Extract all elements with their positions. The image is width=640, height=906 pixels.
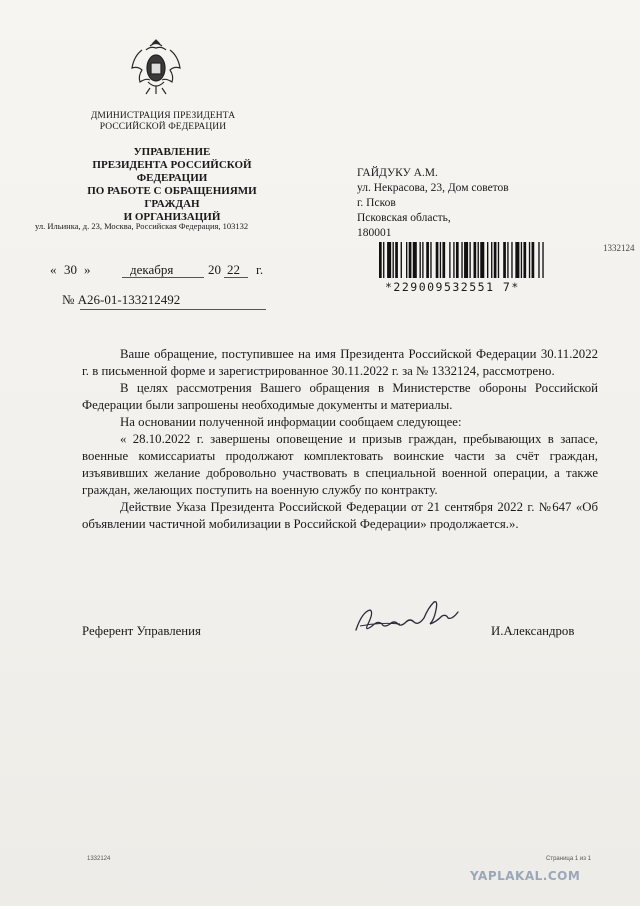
addressee-street: ул. Некрасова, 23, Дом советов bbox=[357, 182, 509, 194]
signer-position: Референт Управления bbox=[82, 624, 201, 638]
date-day: 30 bbox=[64, 262, 77, 277]
barcode-bar bbox=[406, 242, 407, 278]
body-paragraph-3: На основании полученной информации сообщаем следующее: bbox=[120, 415, 462, 429]
barcode-bar bbox=[436, 242, 439, 278]
barcode-bar bbox=[401, 242, 402, 278]
barcode-bar bbox=[456, 242, 459, 278]
barcode-bar bbox=[494, 242, 497, 278]
body-paragraph-1: Ваше обращение, поступившее на имя Президента Российской Федерации 30.11.2022 г. в письменной форме и зарегистрированное 30.11.2022 г. за № 1332124, рассмотрено. bbox=[82, 347, 598, 378]
addressee-name: ГАЙДУКУ А.М. bbox=[357, 167, 438, 179]
barcode-bar bbox=[478, 242, 479, 278]
barcode-bar bbox=[383, 242, 384, 278]
addressee-block bbox=[357, 166, 509, 241]
barcode-bar bbox=[430, 242, 431, 278]
sender-address: ул. Ильинка, д. 23, Москва, Российская Федерация, 103132 bbox=[35, 221, 249, 231]
barcode-bar bbox=[395, 242, 398, 278]
date-year: 22 bbox=[227, 262, 240, 277]
administration-line-2: РОССИЙСКОЙ ФЕДЕРАЦИИ bbox=[99, 122, 227, 132]
barcode-number: *229009532551 7* bbox=[385, 280, 520, 294]
footer-registration-number: 1332124 bbox=[87, 856, 111, 862]
barcode-bar bbox=[426, 242, 429, 278]
barcode-bar bbox=[413, 242, 417, 278]
barcode-bar bbox=[532, 242, 535, 278]
watermark: YAPLAKAL.COM bbox=[470, 869, 581, 883]
department-line-4: И ОРГАНИЗАЦИЙ bbox=[123, 211, 221, 223]
barcode-bar bbox=[491, 242, 492, 278]
doc-number-underline bbox=[80, 309, 266, 310]
signer-name: И.Александров bbox=[491, 624, 575, 638]
administration-line-1: ДМИНИСТРАЦИЯ ПРЕЗИДЕНТА bbox=[90, 111, 236, 121]
registration-number-side: 1332124 bbox=[603, 243, 635, 253]
body-paragraph-4: « 28.10.2022 г. завершены оповещение и призыв граждан, пребывающих в запасе, военные комиссариаты продолжают комплектовать воинские части за счёт граждан, изъявивших желание добровольно участвовать в специальной военной операции, а также граждан, желающих поступить на военную службу по контракту. bbox=[82, 432, 598, 497]
department-line-2: ПРЕЗИДЕНТА РОССИЙСКОЙ ФЕДЕРАЦИИ bbox=[92, 159, 252, 184]
footer-page-number: Страница 1 из 1 bbox=[546, 856, 591, 862]
date-open-quote: « bbox=[50, 262, 57, 277]
document-number: № А26-01-133212492 bbox=[62, 292, 180, 308]
date-close-quote: » bbox=[84, 262, 91, 277]
barcode-bar bbox=[498, 242, 499, 278]
barcode-bar bbox=[521, 242, 522, 278]
barcode-bar bbox=[393, 242, 394, 278]
barcode-bar bbox=[503, 242, 506, 278]
barcode-bar bbox=[420, 242, 421, 278]
barcode-bar bbox=[387, 242, 391, 278]
addressee-postcode: 180001 bbox=[357, 227, 392, 239]
body-paragraph-5: Действие Указа Президента Российской Федерации от 21 сентября 2022 г. №647 «Об объявлении частичной мобилизации в Российской Федерации» продолжается.». bbox=[82, 500, 598, 531]
barcode-bar bbox=[461, 242, 462, 278]
barcode-bar bbox=[464, 242, 468, 278]
barcode-bar bbox=[480, 242, 484, 278]
barcode-bar bbox=[511, 242, 512, 278]
barcode-bar bbox=[409, 242, 412, 278]
barcode-bar bbox=[529, 242, 530, 278]
addressee-region: Псковская область, bbox=[357, 212, 451, 224]
barcode bbox=[377, 242, 595, 278]
barcode-bar bbox=[440, 242, 441, 278]
barcode-bar bbox=[449, 242, 450, 278]
department-line-1: УПРАВЛЕНИЕ bbox=[133, 146, 211, 158]
handwritten-signature bbox=[350, 596, 470, 642]
barcode-bar bbox=[507, 242, 508, 278]
barcode-bar bbox=[379, 242, 382, 278]
administration-title bbox=[88, 111, 238, 133]
barcode-bar bbox=[487, 242, 488, 278]
barcode-bar bbox=[515, 242, 519, 278]
coat-of-arms-icon bbox=[128, 36, 184, 98]
barcode-bar bbox=[422, 242, 423, 278]
body-paragraph-2: В целях рассмотрения Вашего обращения в Министерстве обороны Российской Федерации были запрошены необходимые документы и материалы. bbox=[82, 381, 598, 412]
date-month: декабря bbox=[130, 262, 174, 277]
barcode-bar bbox=[453, 242, 454, 278]
barcode-bar bbox=[523, 242, 526, 278]
department-title bbox=[62, 146, 282, 224]
barcode-bar bbox=[474, 242, 477, 278]
department-line-3: ПО РАБОТЕ С ОБРАЩЕНИЯМИ ГРАЖДАН bbox=[87, 185, 257, 210]
barcode-bar bbox=[538, 242, 539, 278]
addressee-city: г. Псков bbox=[357, 197, 396, 209]
date-year-prefix: 20 bbox=[208, 262, 221, 277]
date-suffix: г. bbox=[256, 262, 264, 277]
barcode-bar bbox=[469, 242, 470, 278]
barcode-bar bbox=[542, 242, 543, 278]
letter-body bbox=[82, 346, 598, 533]
barcode-bar bbox=[442, 242, 445, 278]
